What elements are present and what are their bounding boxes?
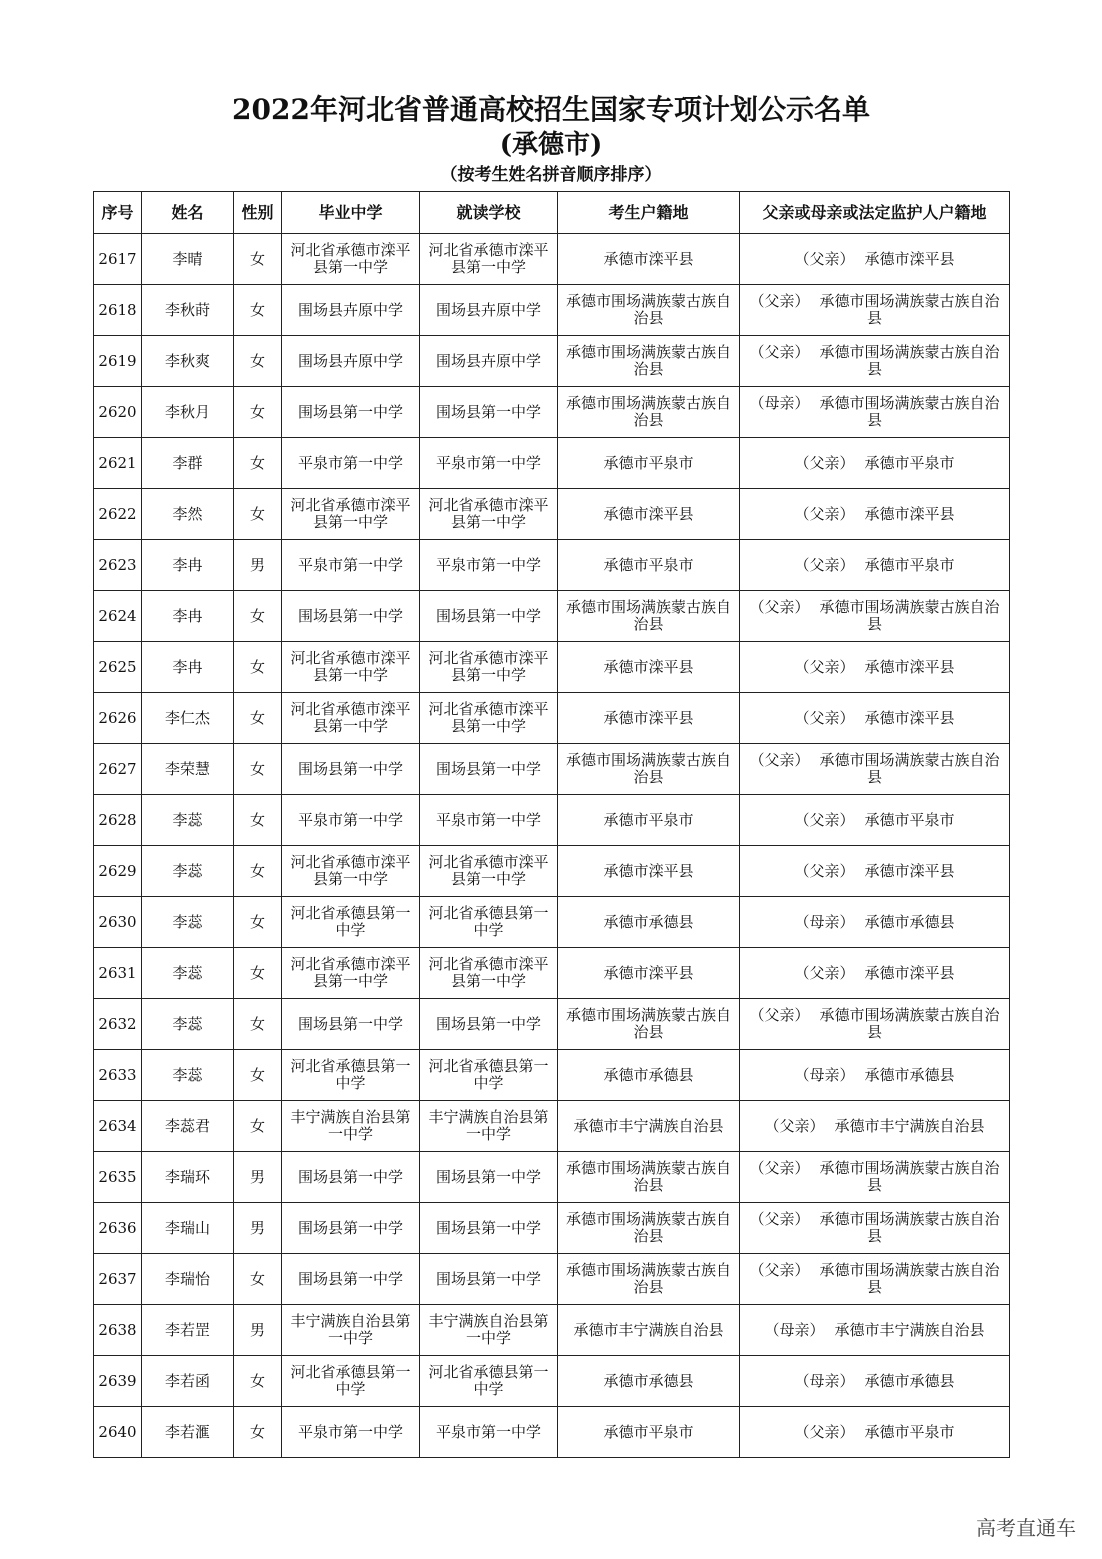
cell-serial: 2617 xyxy=(94,234,142,285)
cell-student-hukou: 承德市滦平县 xyxy=(558,948,740,999)
cell-name: 李群 xyxy=(142,438,234,489)
guardian-relation: （母亲） xyxy=(794,912,855,931)
guardian-hukou-value: 承德市围场满族蒙古族自治县 xyxy=(819,394,1000,429)
cell-gender: 女 xyxy=(234,897,282,948)
cell-current-school: 平泉市第一中学 xyxy=(420,1407,558,1458)
cell-graduation-school: 河北省承德市滦平县第一中学 xyxy=(282,846,420,897)
cell-graduation-school: 丰宁满族自治县第一中学 xyxy=(282,1305,420,1356)
table-row xyxy=(94,285,1010,336)
cell-guardian-hukou xyxy=(740,591,1010,642)
cell-graduation-school: 河北省承德县第一中学 xyxy=(282,897,420,948)
cell-gender: 女 xyxy=(234,642,282,693)
guardian-relation: （父亲） xyxy=(749,1261,810,1279)
guardian-hukou-value: 承德市围场满族蒙古族自治县 xyxy=(819,1210,1000,1245)
document-subtitle: (承德市) xyxy=(499,130,603,160)
guardian-relation: （父亲） xyxy=(794,453,855,472)
cell-student-hukou: 承德市围场满族蒙古族自治县 xyxy=(558,285,740,336)
cell-name: 李蕊 xyxy=(142,948,234,999)
cell-graduation-school: 围场县第一中学 xyxy=(282,1203,420,1254)
header-current-school: 就读学校 xyxy=(420,192,558,234)
guardian-hukou-value: 承德市围场满族蒙古族自治县 xyxy=(819,1261,1000,1296)
cell-graduation-school: 围场县第一中学 xyxy=(282,1152,420,1203)
cell-current-school: 围场县卉原中学 xyxy=(420,285,558,336)
cell-student-hukou: 承德市围场满族蒙古族自治县 xyxy=(558,1203,740,1254)
guardian-relation: （父亲） xyxy=(749,292,810,310)
cell-name: 李若滙 xyxy=(142,1407,234,1458)
cell-student-hukou: 承德市平泉市 xyxy=(558,795,740,846)
student-list-table xyxy=(93,191,1010,1458)
cell-name: 李秋莳 xyxy=(142,285,234,336)
cell-gender: 女 xyxy=(234,489,282,540)
sort-note: （按考生姓名拼音顺序排序） xyxy=(440,165,662,185)
cell-gender: 男 xyxy=(234,540,282,591)
guardian-relation: （父亲） xyxy=(749,343,810,361)
guardian-relation: （父亲） xyxy=(794,861,855,880)
cell-name: 李若函 xyxy=(142,1356,234,1407)
cell-name: 李仁杰 xyxy=(142,693,234,744)
cell-graduation-school: 河北省承德市滦平县第一中学 xyxy=(282,489,420,540)
cell-graduation-school: 河北省承德县第一中学 xyxy=(282,1356,420,1407)
table-row xyxy=(94,744,1010,795)
cell-graduation-school: 平泉市第一中学 xyxy=(282,1407,420,1458)
guardian-relation: （父亲） xyxy=(794,1422,855,1441)
cell-name: 李若罡 xyxy=(142,1305,234,1356)
cell-name: 李蕊 xyxy=(142,795,234,846)
cell-student-hukou: 承德市围场满族蒙古族自治县 xyxy=(558,1152,740,1203)
cell-student-hukou: 承德市承德县 xyxy=(558,897,740,948)
cell-name: 李蕊 xyxy=(142,1050,234,1101)
cell-current-school: 围场县第一中学 xyxy=(420,999,558,1050)
guardian-relation: （父亲） xyxy=(794,810,855,829)
guardian-relation: （父亲） xyxy=(764,1116,825,1135)
header-guardian-hukou: 父亲或母亲或法定监护人户籍地 xyxy=(740,192,1010,234)
cell-name: 李秋爽 xyxy=(142,336,234,387)
cell-guardian-hukou xyxy=(740,744,1010,795)
cell-student-hukou: 承德市滦平县 xyxy=(558,846,740,897)
cell-student-hukou: 承德市承德县 xyxy=(558,1356,740,1407)
table-row xyxy=(94,1101,1010,1152)
cell-current-school: 河北省承德县第一中学 xyxy=(420,1356,558,1407)
cell-student-hukou: 承德市围场满族蒙古族自治县 xyxy=(558,1254,740,1305)
cell-current-school: 围场县第一中学 xyxy=(420,1203,558,1254)
cell-current-school: 河北省承德县第一中学 xyxy=(420,897,558,948)
table-row xyxy=(94,1254,1010,1305)
cell-serial: 2640 xyxy=(94,1407,142,1458)
cell-graduation-school: 河北省承德市滦平县第一中学 xyxy=(282,948,420,999)
guardian-relation: （父亲） xyxy=(749,1159,810,1177)
cell-current-school: 河北省承德市滦平县第一中学 xyxy=(420,846,558,897)
cell-serial: 2622 xyxy=(94,489,142,540)
cell-serial: 2634 xyxy=(94,1101,142,1152)
guardian-relation: （父亲） xyxy=(794,504,855,523)
cell-graduation-school: 围场县第一中学 xyxy=(282,1254,420,1305)
guardian-hukou-value: 承德市平泉市 xyxy=(864,1422,955,1441)
cell-gender: 女 xyxy=(234,948,282,999)
cell-guardian-hukou xyxy=(740,1356,1010,1407)
cell-serial: 2621 xyxy=(94,438,142,489)
cell-gender: 女 xyxy=(234,438,282,489)
cell-student-hukou: 承德市丰宁满族自治县 xyxy=(558,1101,740,1152)
guardian-hukou-value: 承德市滦平县 xyxy=(864,708,955,727)
guardian-hukou-value: 承德市丰宁满族自治县 xyxy=(834,1320,985,1339)
cell-graduation-school: 围场县卉原中学 xyxy=(282,285,420,336)
table-row xyxy=(94,642,1010,693)
cell-serial: 2626 xyxy=(94,693,142,744)
cell-gender: 女 xyxy=(234,846,282,897)
cell-student-hukou: 承德市滦平县 xyxy=(558,489,740,540)
cell-graduation-school: 围场县第一中学 xyxy=(282,999,420,1050)
cell-serial: 2637 xyxy=(94,1254,142,1305)
cell-graduation-school: 平泉市第一中学 xyxy=(282,795,420,846)
table-row xyxy=(94,1356,1010,1407)
cell-guardian-hukou xyxy=(740,1305,1010,1356)
guardian-relation: （父亲） xyxy=(794,249,855,268)
guardian-hukou-value: 承德市滦平县 xyxy=(864,963,955,982)
cell-current-school: 河北省承德市滦平县第一中学 xyxy=(420,234,558,285)
table-row xyxy=(94,795,1010,846)
guardian-relation: （父亲） xyxy=(794,657,855,676)
guardian-hukou-value: 承德市围场满族蒙古族自治县 xyxy=(819,1006,1000,1041)
cell-serial: 2628 xyxy=(94,795,142,846)
table-row xyxy=(94,846,1010,897)
cell-student-hukou: 承德市围场满族蒙古族自治县 xyxy=(558,336,740,387)
cell-student-hukou: 承德市滦平县 xyxy=(558,234,740,285)
cell-guardian-hukou xyxy=(740,999,1010,1050)
cell-student-hukou: 承德市平泉市 xyxy=(558,1407,740,1458)
cell-graduation-school: 河北省承德市滦平县第一中学 xyxy=(282,234,420,285)
cell-serial: 2627 xyxy=(94,744,142,795)
cell-serial: 2636 xyxy=(94,1203,142,1254)
cell-graduation-school: 河北省承德市滦平县第一中学 xyxy=(282,642,420,693)
cell-graduation-school: 围场县第一中学 xyxy=(282,591,420,642)
cell-gender: 女 xyxy=(234,1050,282,1101)
table-row xyxy=(94,438,1010,489)
cell-serial: 2639 xyxy=(94,1356,142,1407)
header-name: 姓名 xyxy=(142,192,234,234)
cell-graduation-school: 丰宁满族自治县第一中学 xyxy=(282,1101,420,1152)
cell-student-hukou: 承德市围场满族蒙古族自治县 xyxy=(558,591,740,642)
cell-current-school: 河北省承德市滦平县第一中学 xyxy=(420,642,558,693)
cell-serial: 2620 xyxy=(94,387,142,438)
cell-student-hukou: 承德市围场满族蒙古族自治县 xyxy=(558,387,740,438)
table-row xyxy=(94,1305,1010,1356)
cell-graduation-school: 围场县卉原中学 xyxy=(282,336,420,387)
cell-gender: 男 xyxy=(234,1305,282,1356)
cell-gender: 男 xyxy=(234,1152,282,1203)
cell-current-school: 围场县第一中学 xyxy=(420,1152,558,1203)
cell-graduation-school: 平泉市第一中学 xyxy=(282,540,420,591)
guardian-hukou-value: 承德市丰宁满族自治县 xyxy=(834,1116,985,1135)
cell-current-school: 丰宁满族自治县第一中学 xyxy=(420,1101,558,1152)
cell-guardian-hukou xyxy=(740,897,1010,948)
cell-gender: 女 xyxy=(234,387,282,438)
cell-name: 李荣慧 xyxy=(142,744,234,795)
header-graduation-school: 毕业中学 xyxy=(282,192,420,234)
guardian-hukou-value: 承德市滦平县 xyxy=(864,504,955,523)
cell-current-school: 河北省承德县第一中学 xyxy=(420,1050,558,1101)
cell-name: 李瑞环 xyxy=(142,1152,234,1203)
guardian-relation: （母亲） xyxy=(794,1371,855,1390)
header-serial: 序号 xyxy=(94,192,142,234)
cell-serial: 2635 xyxy=(94,1152,142,1203)
cell-student-hukou: 承德市平泉市 xyxy=(558,540,740,591)
cell-serial: 2630 xyxy=(94,897,142,948)
table-row xyxy=(94,693,1010,744)
guardian-relation: （父亲） xyxy=(794,963,855,982)
cell-serial: 2625 xyxy=(94,642,142,693)
table-row xyxy=(94,1152,1010,1203)
cell-gender: 女 xyxy=(234,1254,282,1305)
table-row xyxy=(94,489,1010,540)
cell-gender: 女 xyxy=(234,285,282,336)
cell-current-school: 围场县卉原中学 xyxy=(420,336,558,387)
cell-name: 李瑞山 xyxy=(142,1203,234,1254)
cell-serial: 2618 xyxy=(94,285,142,336)
cell-guardian-hukou xyxy=(740,1203,1010,1254)
cell-serial: 2619 xyxy=(94,336,142,387)
cell-serial: 2632 xyxy=(94,999,142,1050)
guardian-relation: （母亲） xyxy=(764,1320,825,1339)
table-row xyxy=(94,999,1010,1050)
cell-guardian-hukou xyxy=(740,693,1010,744)
cell-serial: 2629 xyxy=(94,846,142,897)
cell-current-school: 丰宁满族自治县第一中学 xyxy=(420,1305,558,1356)
table-row xyxy=(94,948,1010,999)
guardian-hukou-value: 承德市滦平县 xyxy=(864,861,955,880)
header-student-hukou: 考生户籍地 xyxy=(558,192,740,234)
cell-gender: 女 xyxy=(234,999,282,1050)
cell-current-school: 平泉市第一中学 xyxy=(420,438,558,489)
cell-name: 李冉 xyxy=(142,540,234,591)
guardian-hukou-value: 承德市滦平县 xyxy=(864,249,955,268)
cell-student-hukou: 承德市平泉市 xyxy=(558,438,740,489)
table-row xyxy=(94,336,1010,387)
table-row xyxy=(94,1203,1010,1254)
guardian-hukou-value: 承德市平泉市 xyxy=(864,555,955,574)
guardian-hukou-value: 承德市围场满族蒙古族自治县 xyxy=(819,343,1000,378)
guardian-relation: （母亲） xyxy=(794,1065,855,1084)
cell-guardian-hukou xyxy=(740,438,1010,489)
table-row xyxy=(94,234,1010,285)
cell-guardian-hukou xyxy=(740,387,1010,438)
table-row xyxy=(94,591,1010,642)
guardian-relation: （父亲） xyxy=(749,598,810,616)
cell-student-hukou: 承德市丰宁满族自治县 xyxy=(558,1305,740,1356)
guardian-relation: （父亲） xyxy=(749,1006,810,1024)
cell-name: 李然 xyxy=(142,489,234,540)
cell-name: 李瑞怡 xyxy=(142,1254,234,1305)
cell-current-school: 河北省承德市滦平县第一中学 xyxy=(420,693,558,744)
guardian-relation: （父亲） xyxy=(794,555,855,574)
cell-graduation-school: 平泉市第一中学 xyxy=(282,438,420,489)
table-row xyxy=(94,387,1010,438)
cell-gender: 女 xyxy=(234,744,282,795)
cell-gender: 男 xyxy=(234,1203,282,1254)
table-row xyxy=(94,1407,1010,1458)
cell-serial: 2638 xyxy=(94,1305,142,1356)
cell-gender: 女 xyxy=(234,336,282,387)
guardian-hukou-value: 承德市平泉市 xyxy=(864,453,955,472)
guardian-relation: （父亲） xyxy=(749,1210,810,1228)
cell-serial: 2623 xyxy=(94,540,142,591)
cell-current-school: 平泉市第一中学 xyxy=(420,795,558,846)
cell-student-hukou: 承德市围场满族蒙古族自治县 xyxy=(558,744,740,795)
cell-guardian-hukou xyxy=(740,1101,1010,1152)
cell-guardian-hukou xyxy=(740,846,1010,897)
cell-guardian-hukou xyxy=(740,1407,1010,1458)
cell-guardian-hukou xyxy=(740,285,1010,336)
cell-name: 李冉 xyxy=(142,642,234,693)
guardian-hukou-value: 承德市滦平县 xyxy=(864,657,955,676)
guardian-hukou-value: 承德市承德县 xyxy=(864,1065,955,1084)
guardian-hukou-value: 承德市围场满族蒙古族自治县 xyxy=(819,751,1000,786)
guardian-hukou-value: 承德市承德县 xyxy=(864,912,955,931)
cell-current-school: 围场县第一中学 xyxy=(420,387,558,438)
cell-guardian-hukou xyxy=(740,1152,1010,1203)
watermark: 高考直通车 xyxy=(976,1516,1076,1540)
cell-serial: 2631 xyxy=(94,948,142,999)
cell-student-hukou: 承德市承德县 xyxy=(558,1050,740,1101)
cell-current-school: 围场县第一中学 xyxy=(420,744,558,795)
cell-serial: 2624 xyxy=(94,591,142,642)
cell-guardian-hukou xyxy=(740,336,1010,387)
cell-guardian-hukou xyxy=(740,489,1010,540)
cell-guardian-hukou xyxy=(740,1050,1010,1101)
cell-current-school: 平泉市第一中学 xyxy=(420,540,558,591)
cell-gender: 女 xyxy=(234,1101,282,1152)
cell-student-hukou: 承德市围场满族蒙古族自治县 xyxy=(558,999,740,1050)
cell-gender: 女 xyxy=(234,795,282,846)
cell-guardian-hukou xyxy=(740,540,1010,591)
table-row xyxy=(94,1050,1010,1101)
cell-current-school: 围场县第一中学 xyxy=(420,1254,558,1305)
cell-guardian-hukou xyxy=(740,795,1010,846)
cell-guardian-hukou xyxy=(740,948,1010,999)
guardian-relation: （父亲） xyxy=(794,708,855,727)
document-title: 2022年河北省普通高校招生国家专项计划公示名单 xyxy=(232,93,870,126)
cell-graduation-school: 河北省承德县第一中学 xyxy=(282,1050,420,1101)
cell-current-school: 河北省承德市滦平县第一中学 xyxy=(420,489,558,540)
guardian-hukou-value: 承德市承德县 xyxy=(864,1371,955,1390)
cell-gender: 女 xyxy=(234,1356,282,1407)
cell-gender: 女 xyxy=(234,693,282,744)
cell-gender: 女 xyxy=(234,1407,282,1458)
cell-name: 李冉 xyxy=(142,591,234,642)
cell-gender: 女 xyxy=(234,591,282,642)
cell-student-hukou: 承德市滦平县 xyxy=(558,642,740,693)
table-row xyxy=(94,540,1010,591)
cell-graduation-school: 围场县第一中学 xyxy=(282,744,420,795)
cell-current-school: 围场县第一中学 xyxy=(420,591,558,642)
cell-guardian-hukou xyxy=(740,234,1010,285)
guardian-relation: （父亲） xyxy=(749,751,810,769)
guardian-hukou-value: 承德市围场满族蒙古族自治县 xyxy=(819,598,1000,633)
cell-guardian-hukou xyxy=(740,1254,1010,1305)
cell-name: 李蕊 xyxy=(142,846,234,897)
cell-graduation-school: 围场县第一中学 xyxy=(282,387,420,438)
cell-graduation-school: 河北省承德市滦平县第一中学 xyxy=(282,693,420,744)
header-gender: 性别 xyxy=(234,192,282,234)
cell-name: 李蕊 xyxy=(142,897,234,948)
table-row xyxy=(94,897,1010,948)
cell-serial: 2633 xyxy=(94,1050,142,1101)
cell-name: 李晴 xyxy=(142,234,234,285)
cell-current-school: 河北省承德市滦平县第一中学 xyxy=(420,948,558,999)
cell-guardian-hukou xyxy=(740,642,1010,693)
guardian-relation: （母亲） xyxy=(749,394,810,412)
guardian-hukou-value: 承德市围场满族蒙古族自治县 xyxy=(819,1159,1000,1194)
guardian-hukou-value: 承德市平泉市 xyxy=(864,810,955,829)
table-header-row xyxy=(94,192,1010,234)
cell-name: 李蕊君 xyxy=(142,1101,234,1152)
guardian-hukou-value: 承德市围场满族蒙古族自治县 xyxy=(819,292,1000,327)
cell-student-hukou: 承德市滦平县 xyxy=(558,693,740,744)
cell-name: 李秋月 xyxy=(142,387,234,438)
cell-gender: 女 xyxy=(234,234,282,285)
cell-name: 李蕊 xyxy=(142,999,234,1050)
